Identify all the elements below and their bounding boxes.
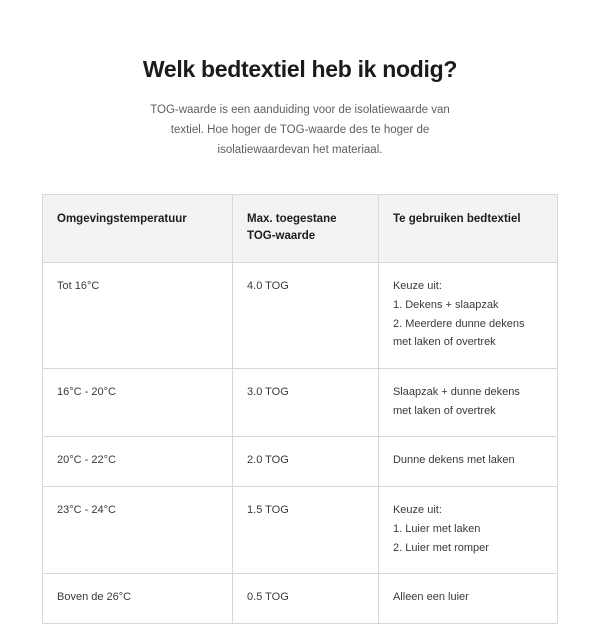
tog-table-wrapper bbox=[42, 194, 558, 624]
cell-textile-line: Dunne dekens met laken bbox=[392, 454, 515, 467]
cell-tog: 0.5 TOG bbox=[233, 574, 379, 624]
cell-tog: 3.0 TOG bbox=[233, 369, 379, 437]
cell-temperature: 23°C - 24°C bbox=[43, 487, 233, 574]
table-header bbox=[43, 194, 558, 262]
cell-textile-line: Keuze uit: bbox=[392, 280, 442, 293]
cell-tog: 4.0 TOG bbox=[233, 263, 379, 369]
table-row bbox=[43, 487, 558, 574]
cell-textile bbox=[378, 263, 557, 369]
table-header-row bbox=[43, 194, 558, 262]
column-header-tog: Max. toegestane TOG-waarde bbox=[233, 194, 379, 262]
cell-textile-line: Alleen een luier bbox=[392, 591, 469, 604]
cell-temperature: Tot 16°C bbox=[43, 263, 233, 369]
tog-table bbox=[42, 194, 558, 624]
table-row bbox=[43, 574, 558, 624]
cell-textile-line: Keuze uit: bbox=[392, 504, 442, 517]
cell-textile bbox=[378, 574, 557, 624]
column-header-temperature: Omgevingstemperatuur bbox=[43, 194, 233, 262]
cell-temperature: Boven de 26°C bbox=[43, 574, 233, 624]
table-row bbox=[43, 437, 558, 487]
cell-textile-line: 1. Dekens + slaapzak bbox=[392, 299, 499, 311]
table-body bbox=[43, 263, 558, 624]
cell-textile-line: met laken of overtrek bbox=[392, 336, 496, 349]
column-header-textile: Te gebruiken bedtextiel bbox=[378, 194, 557, 262]
cell-textile bbox=[378, 437, 557, 487]
cell-textile-line: 2. Meerdere dunne dekens bbox=[392, 317, 525, 330]
cell-tog: 2.0 TOG bbox=[233, 437, 379, 487]
cell-textile bbox=[378, 487, 557, 574]
cell-textile-line: 2. Luier met romper bbox=[392, 541, 489, 554]
cell-textile bbox=[378, 369, 557, 437]
cell-temperature: 16°C - 20°C bbox=[43, 369, 233, 437]
table-row bbox=[43, 263, 558, 369]
cell-textile-line: met laken of overtrek bbox=[392, 404, 496, 417]
page-title: Welk bedtextiel heb ik nodig? bbox=[142, 56, 458, 82]
cell-textile-line: 1. Luier met laken bbox=[392, 522, 481, 535]
intro-paragraph: TOG-waarde is een aanduiding voor de isolatiewaarde van textiel. Hoe hoger de TOG-waarde des te hoger de isolatiewaardevan het materiaal. bbox=[150, 103, 450, 156]
cell-textile-line: Slaapzak + dunne dekens bbox=[392, 386, 520, 399]
table-row bbox=[43, 369, 558, 437]
cell-tog: 1.5 TOG bbox=[233, 487, 379, 574]
cell-temperature: 20°C - 22°C bbox=[43, 437, 233, 487]
